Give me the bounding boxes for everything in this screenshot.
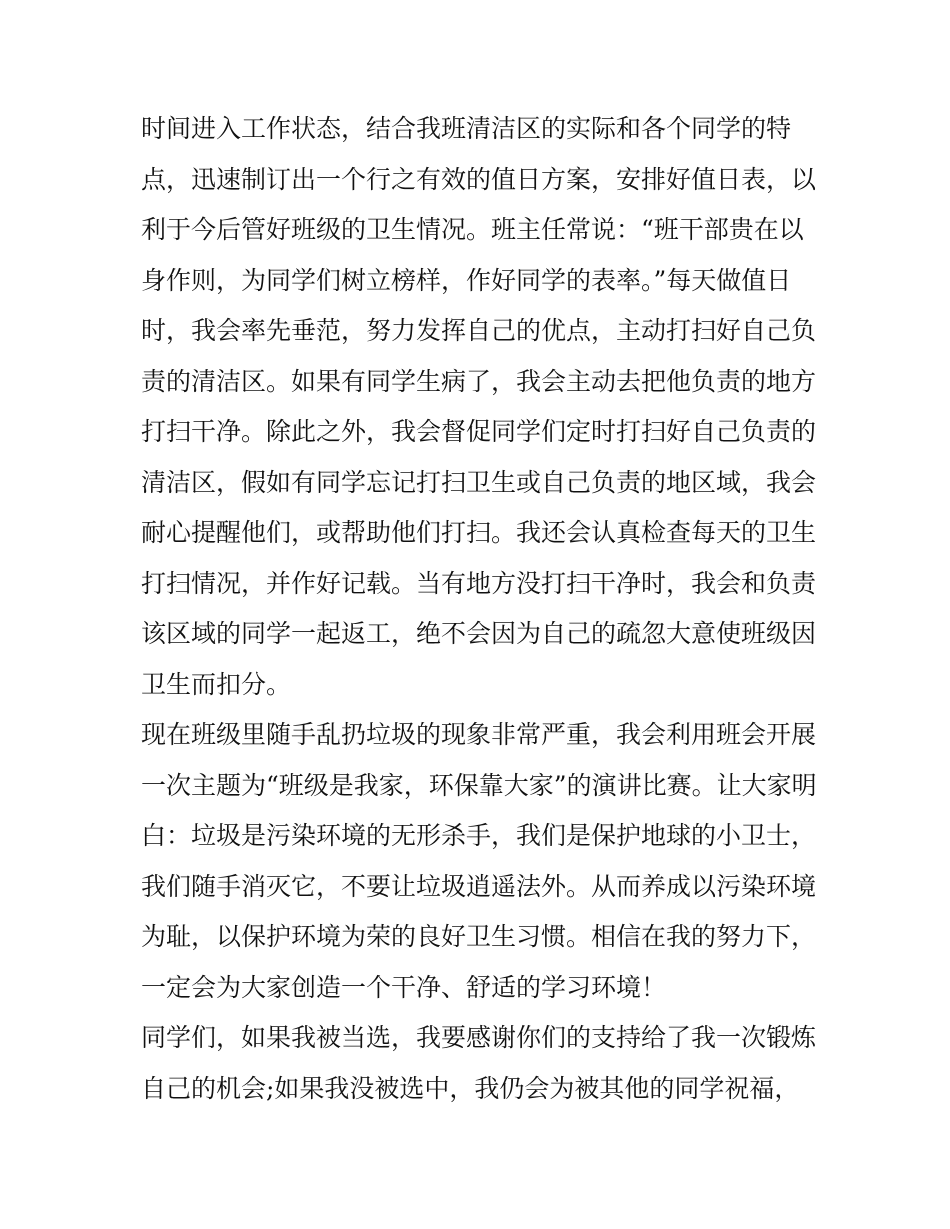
text-line: 同学们，如果我被当选，我要感谢你们的支持给了我一次锻炼	[141, 1023, 817, 1052]
text-line: 打扫情况，并作好记载。当有地方没打扫干净时，我会和负责	[141, 568, 817, 598]
text-line: 现在班级里随手乱扔垃圾的现象非常严重，我会利用班会开展	[141, 720, 817, 749]
text-line: 时，我会率先垂范，努力发挥自己的优点，主动打扫好自己负	[141, 316, 817, 345]
text-line: 自己的机会;如果我没被选中，我仍会为被其他的同学祝福，	[141, 1073, 800, 1103]
text-line: 打扫干净。除此之外，我会督促同学们定时打扫好自己负责的	[141, 417, 817, 446]
text-line: 为耻，以保护环境为荣的良好卫生习惯。相信在我的努力下，	[141, 922, 817, 951]
text-line: 白：垃圾是污染环境的无形杀手，我们是保护地球的小卫士，	[141, 821, 817, 850]
text-line: 我们随手消灭它，不要让垃圾逍遥法外。从而养成以污染环境	[141, 871, 817, 901]
text-line: 点，迅速制订出一个行之有效的值日方案，安排好值日表，以	[141, 164, 817, 194]
text-line: 利于今后管好班级的卫生情况。班主任常说：“班干部贵在以	[141, 215, 804, 244]
text-line: 耐心提醒他们，或帮助他们打扫。我还会认真检查每天的卫生	[141, 518, 817, 547]
text-line: 时间进入工作状态，结合我班清洁区的实际和各个同学的特	[141, 114, 792, 143]
text-line: 该区域的同学一起返工，绝不会因为自己的疏忽大意使班级因	[141, 619, 817, 648]
text-line: 清洁区，假如有同学忘记打扫卫生或自己负责的地区域，我会	[141, 467, 817, 497]
text-line: 一次主题为“班级是我家，环保靠大家”的演讲比赛。让大家明	[141, 770, 817, 800]
text-line: 一定会为大家创造一个干净、舒适的学习环境！	[141, 972, 667, 1002]
text-line: 责的清洁区。如果有同学生病了，我会主动去把他负责的地方	[141, 366, 817, 396]
text-line: 卫生而扣分。	[141, 669, 292, 699]
text-line: 身作则，为同学们树立榜样，作好同学的表率。”每天做值日	[141, 265, 792, 295]
document-body	[141, 104, 821, 1114]
